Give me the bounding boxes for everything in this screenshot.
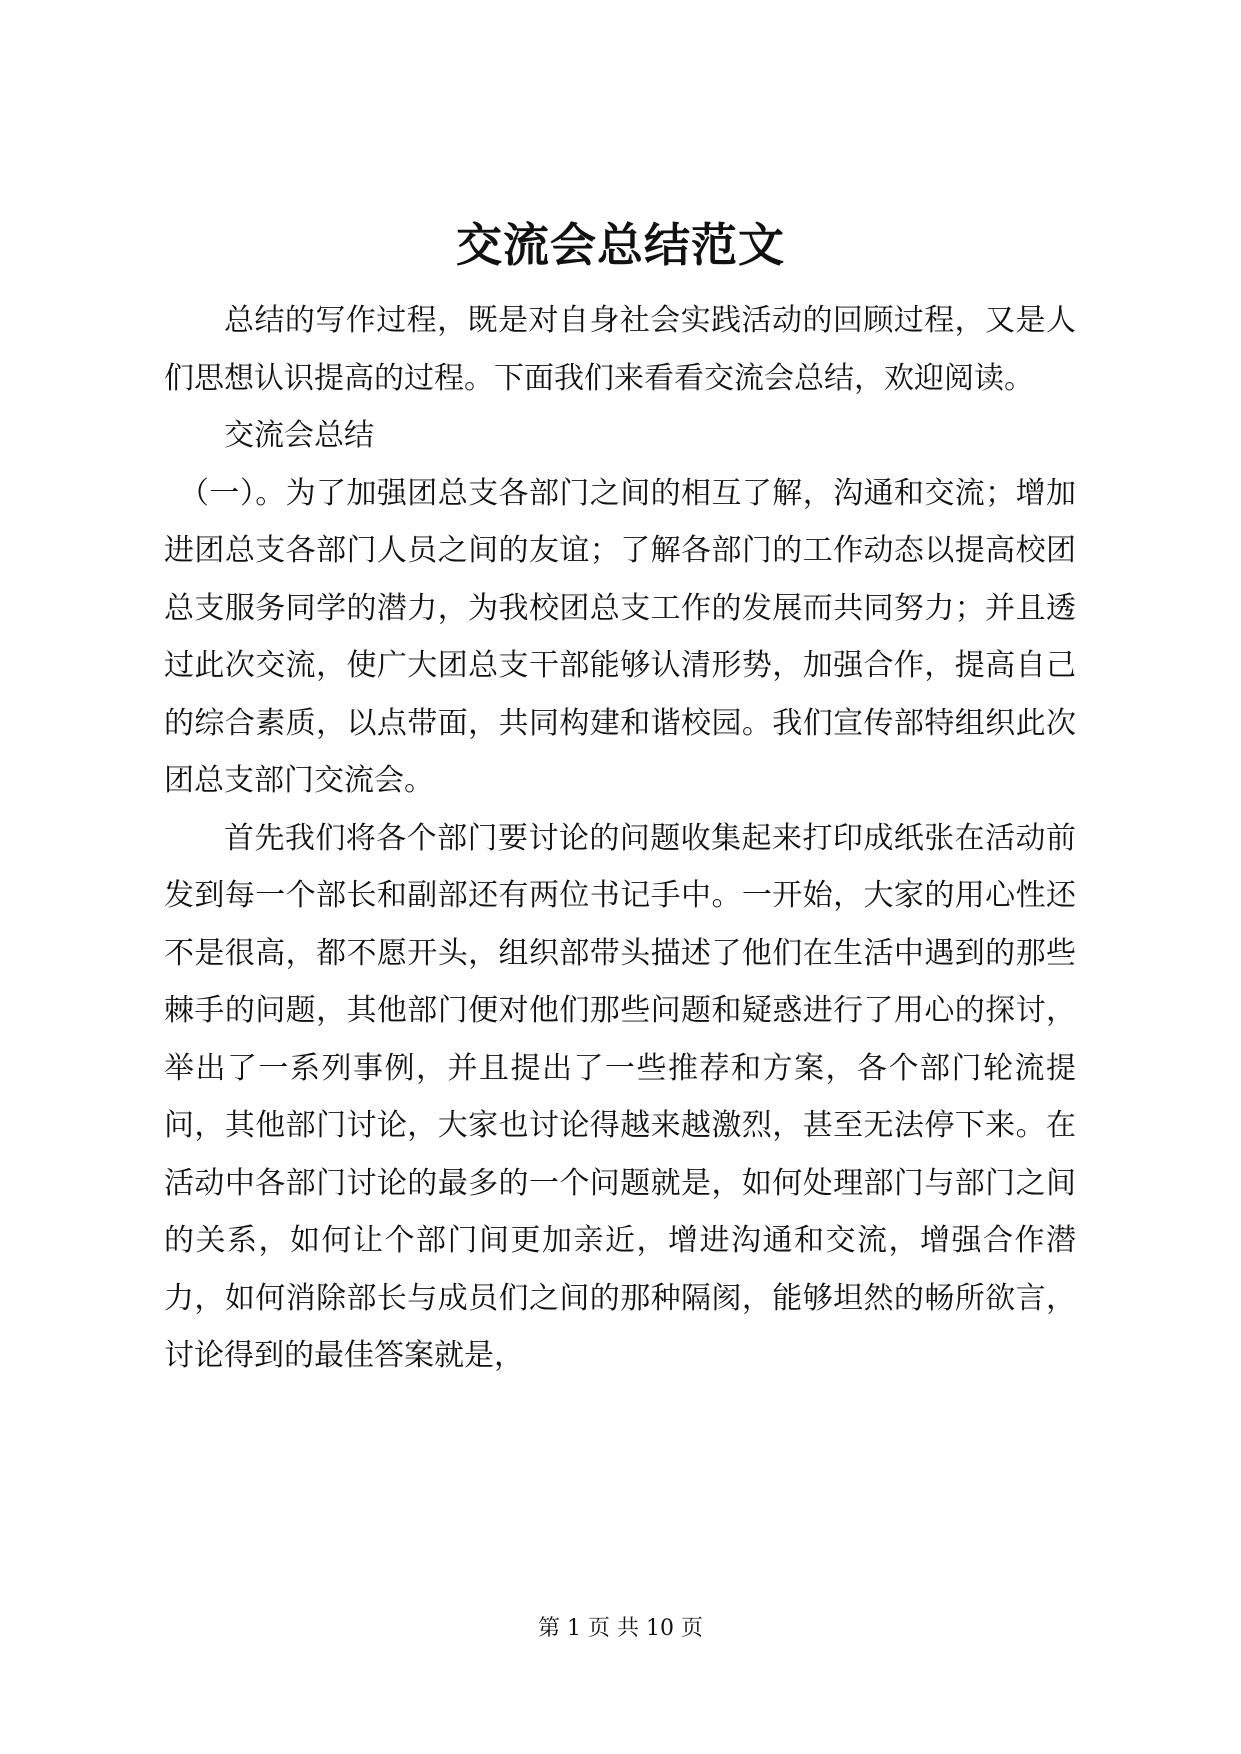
paragraph-two: 首先我们将各个部门要讨论的问题收集起来打印成纸张在活动前发到每一个部长和副部还有两位书记手中。一开始，大家的用心性还不是很高，都不愿开头，组织部带头描述了他们在生活中遇到的那些棘手的问题，其他部门便对他们那些问题和疑惑进行了用心的探讨，举出了一系列事例，并且提出了一些推荐和方案，各个部门轮流提问，其他部门讨论，大家也讨论得越来越激烈，甚至无法停下来。在活动中各部门讨论的最多的一个问题就是，如何处理部门与部门之间的关系，如何让个部门间更加亲近，增进沟通和交流，增强合作潜力，如何消除部长与成员们之间的那种隔阂，能够坦然的畅所欲言，讨论得到的最佳答案就是，	[164, 820, 1076, 1373]
document-title: 交流会总结范文	[456, 218, 785, 272]
section-heading: 交流会总结	[224, 418, 374, 453]
intro-paragraph: 总结的写作过程，既是对自身社会实践活动的回顾过程，又是人们思想认识提高的过程。下面我们来看看交流会总结，欢迎阅读。	[164, 303, 1076, 396]
document-body	[164, 292, 1076, 1385]
page-footer: 第 1 页 共 10 页	[538, 1616, 703, 1641]
paragraph-one: （一）。为了加强团总支各部门之间的相互了解，沟通和交流；增加进团总支各部门人员之间的友谊；了解各部门的工作动态以提高校团总支服务同学的潜力，为我校团总支工作的发展而共同努力；并且透过此次交流，使广大团总支干部能够认清形势，加强合作，提高自己的综合素质，以点带面，共同构建和谐校园。我们宣传部特组织此次团总支部门交流会。	[164, 475, 1076, 798]
